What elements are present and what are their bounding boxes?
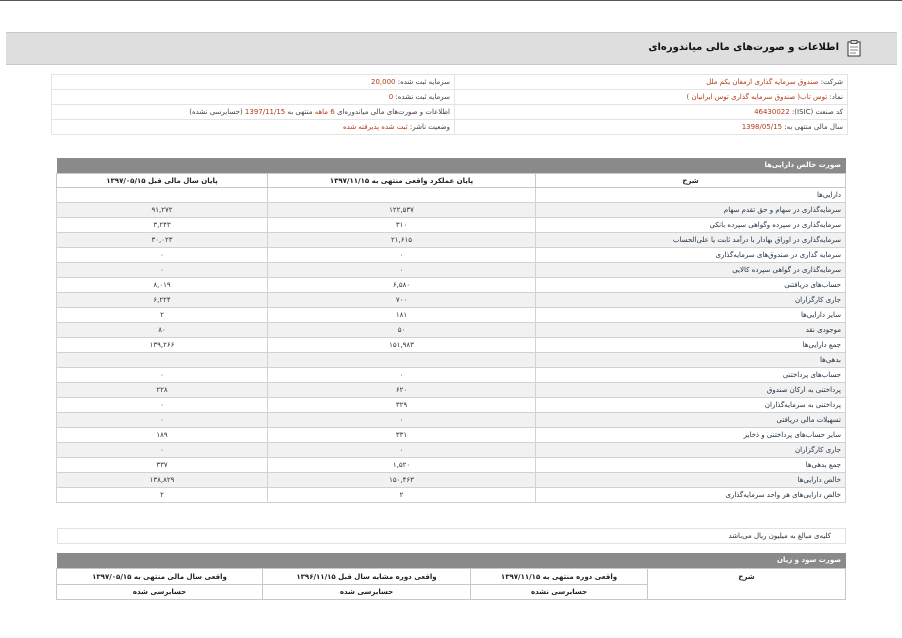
publisher-status-label: وضعیت ناشر: [409, 123, 450, 131]
table-row [57, 338, 846, 353]
table-row [57, 368, 846, 383]
table-row [57, 383, 846, 398]
row-description: تسهیلات مالی دریافتی [536, 413, 846, 428]
row-description: سرمایه‌گذاری در گواهی سپرده کالایی [536, 263, 846, 278]
publisher-status-value: ثبت شده پذیرفته شده [343, 123, 408, 131]
period-label: اطلاعات و صورت‌های مالی میاندوره‌ای [336, 108, 450, 116]
table-row [57, 323, 846, 338]
income-statement-table [56, 568, 846, 600]
row-current-value: ۳۳۱ [268, 428, 536, 443]
row-current-value: ۶,۵۸۰ [268, 278, 536, 293]
row-previous-value: ۱۸۹ [57, 428, 268, 443]
row-previous-value: ۰ [57, 443, 268, 458]
table-row [57, 413, 846, 428]
income-col-description: شرح [648, 569, 846, 600]
row-description: پرداختنی به سرمایه‌گذاران [536, 398, 846, 413]
row-current-value: ۰ [268, 368, 536, 383]
row-description: جمع بدهی‌ها [536, 458, 846, 473]
capital-registered-value: 20,000 [371, 78, 396, 86]
table-row [57, 188, 846, 203]
table-row [57, 428, 846, 443]
row-previous-value: ۳۰,۰۲۳ [57, 233, 268, 248]
table-row [57, 278, 846, 293]
top-border [0, 0, 902, 1]
row-current-value: ۱۸۱ [268, 308, 536, 323]
income-header-row [57, 569, 846, 585]
row-description: جمع دارایی‌ها [536, 338, 846, 353]
row-current-value: ۱۵۰,۴۶۳ [268, 473, 536, 488]
row-current-value: ۷۰۰ [268, 293, 536, 308]
period-months: 6 ماهه [314, 108, 335, 116]
fiscal-year-value: 1398/05/15 [741, 123, 783, 131]
company-name-link[interactable]: صندوق سرمایه گذاری ارمغان یکم ملل [706, 78, 819, 86]
col-header-description: شرح [536, 174, 846, 188]
table-row [57, 443, 846, 458]
row-description: جاری کارگزاران [536, 293, 846, 308]
row-description: سرمایه گذاری در صندوق‌های سرمایه‌گذاری [536, 248, 846, 263]
symbol-link[interactable]: توس تاب( صندوق سرمايه گذاری توس ايرانيان ) [686, 93, 828, 101]
row-current-value: ۱۲۲,۵۳۷ [268, 203, 536, 218]
row-previous-value: ۸,۰۱۹ [57, 278, 268, 293]
net-assets-header-row [57, 174, 846, 188]
amounts-note: کلیه‌ی مبالغ به میلیون ریال می‌باشد [57, 528, 846, 544]
period-status: (حسابرسی نشده) [189, 108, 243, 116]
row-description: سایر دارایی‌ها [536, 308, 846, 323]
row-current-value: ۲ [268, 488, 536, 503]
table-row [57, 233, 846, 248]
table-row [57, 488, 846, 503]
page-header [6, 32, 897, 65]
document-icon [847, 40, 861, 57]
period-text: منتهی به [287, 108, 313, 116]
period-cell [52, 105, 455, 120]
table-row [57, 398, 846, 413]
col-header-current-period: پایان عملکرد واقعی منتهی به ۱۳۹۷/۱۱/۱۵ [268, 174, 536, 188]
income-col-fiscal-year: واقعی سال مالی منتهی به ۱۳۹۷/۰۵/۱۵ [57, 569, 263, 585]
table-row [57, 263, 846, 278]
row-previous-value: ۰ [57, 368, 268, 383]
row-previous-value: ۲ [57, 308, 268, 323]
net-assets-section [57, 158, 846, 503]
row-previous-value: ۲ [57, 488, 268, 503]
period-date: 1397/11/15 [244, 108, 286, 116]
row-current-value: ۱,۵۲۰ [268, 458, 536, 473]
table-row [57, 353, 846, 368]
row-previous-value: ۹۱,۲۷۲ [57, 203, 268, 218]
row-previous-value: ۲۲۸ [57, 383, 268, 398]
row-current-value: ۰ [268, 248, 536, 263]
income-statement-title: صورت سود و زیان [57, 553, 846, 568]
row-description: سایر حساب‌های پرداختنی و ذخایر [536, 428, 846, 443]
income-col-same-period-last-year: واقعی دوره مشابه سال قبل ۱۳۹۶/۱۱/۱۵ [263, 569, 471, 585]
row-current-value [268, 353, 536, 368]
row-previous-value: ۸۰ [57, 323, 268, 338]
row-previous-value: ۰ [57, 248, 268, 263]
capital-registered-cell [52, 75, 455, 90]
income-col-current-period: واقعی دوره منتهی به ۱۳۹۷/۱۱/۱۵ [471, 569, 648, 585]
fiscal-year-cell [455, 120, 848, 135]
audit-status-fiscal-year: حسابرسی شده [57, 585, 263, 600]
row-description: خالص دارایی‌های هر واحد سرمایه‌گذاری [536, 488, 846, 503]
net-assets-table [56, 173, 846, 503]
row-previous-value: ۰ [57, 413, 268, 428]
row-previous-value: ۰ [57, 263, 268, 278]
row-previous-value: ۱۳۸,۸۲۹ [57, 473, 268, 488]
row-previous-value: ۶,۲۲۴ [57, 293, 268, 308]
row-current-value: ۶۲۰ [268, 383, 536, 398]
row-current-value: ۰ [268, 443, 536, 458]
row-current-value: ۳۲۹ [268, 398, 536, 413]
row-current-value: ۲۱,۶۱۵ [268, 233, 536, 248]
row-description: سرمایه‌گذاری در اوراق بهادار با درآمد ثابت یا علی‌الحساب [536, 233, 846, 248]
row-description: خالص دارایی‌ها [536, 473, 846, 488]
isic-cell [455, 105, 848, 120]
row-description: سرمایه‌گذاری در سپرده وگواهی سپرده بانکی [536, 218, 846, 233]
row-current-value: ۳۱۰ [268, 218, 536, 233]
row-description: دارایی‌ها [536, 188, 846, 203]
table-row [57, 218, 846, 233]
page-title: اطلاعات و صورت‌های مالی میاندوره‌ای [648, 42, 839, 53]
row-current-value [268, 188, 536, 203]
publisher-status-cell [52, 120, 455, 135]
company-cell [455, 75, 848, 90]
capital-unregistered-label: سرمایه ثبت نشده: [395, 93, 450, 101]
row-previous-value: ۳۳۷ [57, 458, 268, 473]
capital-unregistered-value: 0 [388, 93, 394, 101]
company-info-table [51, 74, 848, 135]
isic-label: کد صنعت (ISIC): [791, 108, 843, 116]
row-previous-value: ۱۳۹,۲۶۶ [57, 338, 268, 353]
row-previous-value: ۰ [57, 398, 268, 413]
table-row [57, 203, 846, 218]
fiscal-year-label: سال مالی منتهی به: [784, 123, 843, 131]
audit-status-last-year: حسابرسی شده [263, 585, 471, 600]
row-description: حساب‌های پرداختنی [536, 368, 846, 383]
income-statement-section [57, 553, 846, 600]
row-description: پرداختنی به ارکان صندوق [536, 383, 846, 398]
row-previous-value [57, 188, 268, 203]
row-previous-value [57, 353, 268, 368]
row-description: حساب‌های دریافتنی [536, 278, 846, 293]
net-assets-title: صورت خالص دارایی‌ها [57, 158, 846, 173]
row-previous-value: ۳,۲۴۳ [57, 218, 268, 233]
table-row [57, 293, 846, 308]
row-description: بدهی‌ها [536, 353, 846, 368]
capital-unregistered-cell [52, 90, 455, 105]
symbol-cell [455, 90, 848, 105]
row-current-value: ۵۰ [268, 323, 536, 338]
table-row [57, 473, 846, 488]
table-row [57, 248, 846, 263]
table-row [57, 458, 846, 473]
row-description: سرمایه‌گذاری در سهام و حق تقدم سهام [536, 203, 846, 218]
symbol-label: نماد: [829, 93, 843, 101]
capital-registered-label: سرمایه ثبت شده: [397, 78, 450, 86]
audit-status-current: حسابرسی نشده [471, 585, 648, 600]
row-current-value: ۰ [268, 413, 536, 428]
row-current-value: ۱۵۱,۹۸۳ [268, 338, 536, 353]
isic-value: 46430022 [754, 108, 790, 116]
company-label: شرکت: [820, 78, 843, 86]
row-description: موجودی نقد [536, 323, 846, 338]
col-header-previous-year: پایان سال مالی قبل ۱۳۹۷/۰۵/۱۵ [57, 174, 268, 188]
table-row [57, 308, 846, 323]
row-current-value: ۰ [268, 263, 536, 278]
row-description: جاری کارگزاران [536, 443, 846, 458]
